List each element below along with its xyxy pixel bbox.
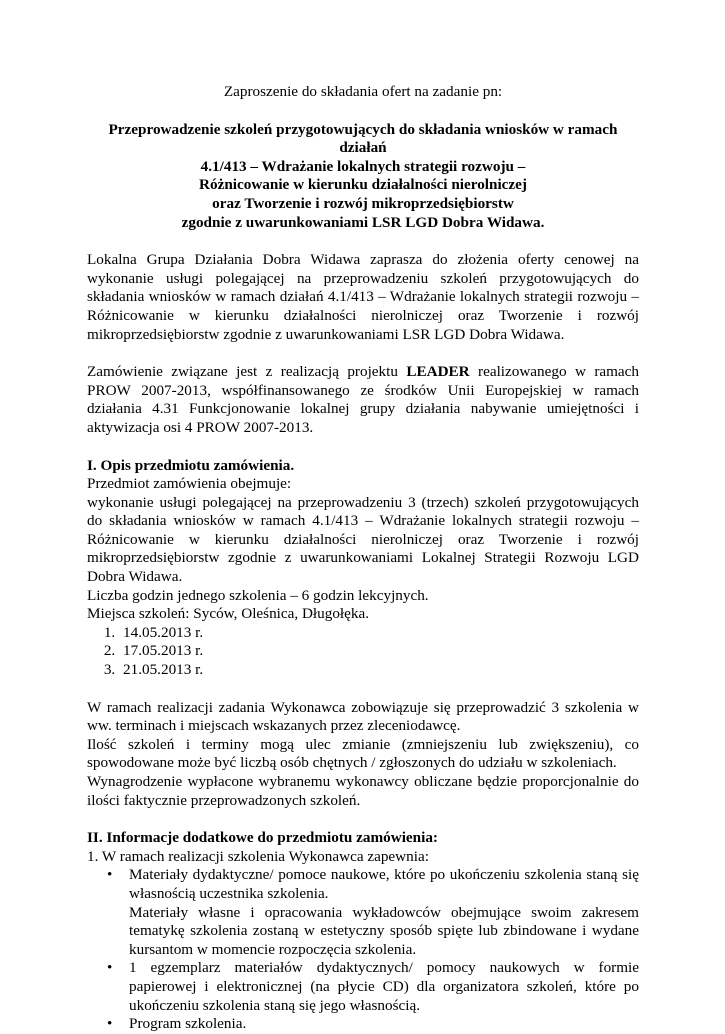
bullet-subtext: Materiały własne i opracowania wykładowców obejmujące swoim zakresem tematykę szkolenia zostaną w estetyczny sposób spięte lub zbindowane i wydane kursantom w momencie rozpoczęcia szkolenia. — [129, 903, 639, 958]
document-title — [87, 121, 639, 233]
training-date: 1. 14.05.2013 r. — [119, 624, 639, 643]
bullet-icon: • — [107, 959, 113, 977]
section-subject — [87, 457, 639, 680]
section-conditions — [87, 699, 639, 811]
title-line: Różnicowanie w kierunku działalności nierolniczej — [199, 176, 527, 194]
invitation-intro: Zaproszenie do składania ofert na zadanie pn: — [223, 83, 503, 100]
bullet-icon: • — [107, 866, 113, 884]
title-line: zgodnie z uwarunkowaniami LSR LGD Dobra Widawa. — [181, 213, 545, 231]
project-name-leader: LEADER — [406, 363, 470, 381]
bullet-text: Materiały dydaktyczne/ pomoce naukowe, które po ukończeniu szkolenia staną się własnością uczestnika szkolenia. — [129, 866, 639, 902]
list-item — [107, 1015, 639, 1034]
subject-label: Przedmiot zamówienia obejmuje: — [87, 475, 292, 493]
payment-clause: Wynagrodzenie wypłacone wybranemu wykonawcy obliczane będzie proporcjonalnie do ilości faktycznie przeprowadzonych szkoleń. — [87, 773, 639, 809]
title-line: 4.1/413 – Wdrażanie lokalnych strategii rozwoju – — [200, 157, 526, 175]
project-text-after: realizowanego w ramach PROW 2007-2013, współfinansowanego ze środków Unii Europejskiej w ramach działania 4.31 Funkcjonowanie lokalnej grupy działania nabywanie umiejętności i aktywizacja osi 4 PROW 2007-2013. — [87, 363, 640, 436]
training-places: Miejsca szkoleń: Syców, Oleśnica, Długołęka. — [87, 605, 370, 623]
training-hours: Liczba godzin jednego szkolenia – 6 godzin lekcyjnych. — [87, 586, 429, 604]
title-line: oraz Tworzenie i rozwój mikroprzedsiębiorstw — [212, 194, 514, 212]
paragraph-invitation: Lokalna Grupa Działania Dobra Widawa zaprasza do złożenia oferty cenowej na wykonanie usługi polegającej na przeprowadzeniu szkoleń przygotowujących do składania wniosków w ramach działań 4.1/413 – Wdrażanie lokalnych strategii rozwoju – Różnicowanie w kierunku działalności nierolniczej oraz Tworzenie i rozwój mikroprzedsiębiorstw zgodnie z uwarunkowaniami LSR LGD Dobra Widawa. — [87, 251, 639, 343]
contractor-obligation: W ramach realizacji zadania Wykonawca zobowiązuje się przeprowadzić 3 szkolenia w ww. terminach i miejscach wskazanych przez zleceniodawcę. — [87, 698, 639, 735]
paragraph-project — [87, 363, 639, 437]
training-date: 2. 17.05.2013 r. — [119, 642, 639, 661]
section-additional-info — [87, 829, 639, 1034]
section-1-heading: I. Opis przedmiotu zamówienia. — [87, 456, 295, 474]
list-item — [107, 866, 639, 959]
point-1: 1. W ramach realizacji szkolenia Wykonawca zapewnia: — [87, 847, 429, 865]
bullet-text: Program szkolenia. — [129, 1015, 247, 1033]
section-2-heading: II. Informacje dodatkowe do przedmiotu zamówienia: — [87, 829, 438, 847]
training-dates-list — [87, 624, 639, 680]
change-clause: Ilość szkoleń i terminy mogą ulec zmianie (zmniejszeniu lub zwiększeniu), co spowodowane może być liczbą osób chętnych / zgłoszonych do udziału w szkoleniach. — [87, 735, 639, 772]
project-text-before: Zamówienie związane jest z realizacją projektu — [87, 363, 407, 381]
bullet-icon: • — [107, 1015, 113, 1033]
bullet-text: 1 egzemplarz materiałów dydaktycznych/ pomocy naukowych w formie papierowej i elektronicznej (na płycie CD) dla organizatora szkoleń, które po ukończeniu szkolenia staną się jego własnością. — [129, 959, 639, 1014]
list-item — [107, 959, 639, 1015]
provisions-list — [87, 866, 639, 1033]
title-line: Przeprowadzenie szkoleń przygotowujących do składania wniosków w ramach działań — [108, 120, 618, 157]
training-date: 3. 21.05.2013 r. — [119, 661, 639, 680]
subject-description: wykonanie usługi polegającej na przeprowadzeniu 3 (trzech) szkoleń przygotowujących do składania wniosków w ramach 4.1/413 – Wdrażanie lokalnych strategii rozwoju – Różnicowanie w kierunku działalności nierolniczej oraz Tworzenie i rozwój mikroprzedsiębiorstw zgodnie z uwarunkowaniami Lokalnej Strategii Rozwoju LGD Dobra Widawa. — [87, 493, 639, 586]
